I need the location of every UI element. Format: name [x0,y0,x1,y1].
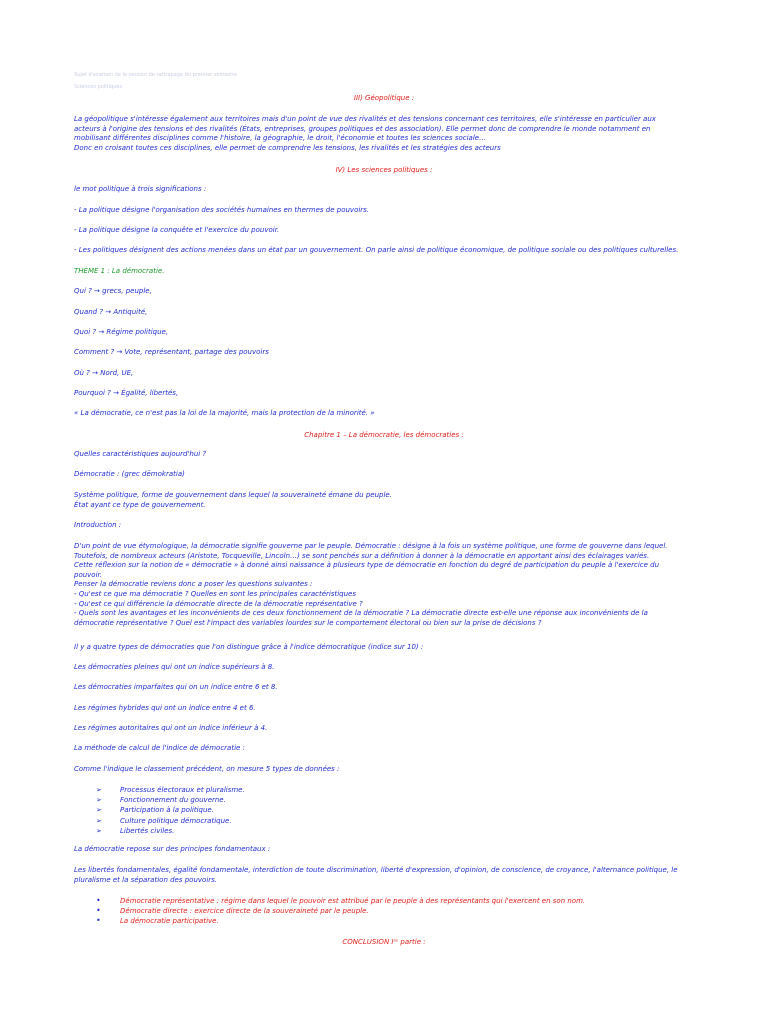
faint-header-line: Sujet d'examen de la session de rattrapage du premier semestre [74,72,238,78]
arrow-bullet-icon: ➢ [96,816,102,825]
politique-meaning: - La politique désigne l'organisation des sociétés humaines en thermes de pouvoirs. [74,206,370,214]
conclusion-title: CONCLUSION Iʳᵉ partie : [342,938,426,946]
qa-line: Comment ? → Vote, représentant, partage des pouvoirs [74,348,269,356]
list-item [96,826,245,836]
definition-title: Démocratie : (grec dēmokratia) [74,470,185,478]
list-item [96,805,245,815]
formes-democratie-list [96,896,585,927]
democratie-type: Les régimes hybrides qui ont un indice entre 4 et 6. [74,704,256,712]
question-caracteristiques: Quelles caractéristiques aujourd'hui ? [74,450,207,458]
list-item [96,906,585,916]
qa-line: Où ? → Nord, UE, [74,369,134,377]
list-item-text: Participation à la politique. [120,806,214,815]
qa-line: Quand ? → Antiquité, [74,308,148,316]
list-item-text: Culture politique démocratique. [120,816,232,825]
list-item [96,896,585,906]
paragraph-line: - Qu'est ce qui différencie la démocratie directe de la démocratie représentative ? [74,599,363,608]
paragraph-line: acteurs à l'origine des tensions et des rivalités (États, entreprises, groupes politiques et des association). Elle permet donc de comprendre le monde notamment en [74,124,651,133]
geopolitique-paragraph [74,115,699,153]
classement-intro: Comme l'indique le classement précédent, on mesure 5 types de données : [74,765,340,773]
list-item [96,816,245,826]
list-item-text: Démocratie directe : exercice directe de la souveraineté par le peuple. [120,907,369,916]
chapitre-title: Chapitre 1 – La démocratie, les démocraties : [304,431,464,439]
introduction-paragraph [74,542,699,628]
qa-line: Pourquoi ? → Égalité, libertés, [74,389,179,397]
faint-header-line: Sciences politiques [74,84,122,90]
paragraph-line: démocratie représentative ? Quel est l'impact des variables lourdes sur le comportement électoral ou bien sur la prise de décisions ? [74,618,542,627]
arrow-bullet-icon: ➢ [96,826,102,835]
list-item [96,916,585,926]
list-item-text: La démocratie participative. [120,917,219,926]
qa-line: Qui ? → grecs, peuple, [74,287,152,295]
definition-line: Système politique, forme de gouvernement dans lequel la souveraineté émane du peuple. [74,491,392,499]
list-item-text: Libertés civiles. [120,826,175,835]
paragraph-line: - Quels sont les avantages et les inconvénients de ces deux fonctionnement de la démocratie ? La démocratie directe est-elle une réponse aux inconvénients de la [74,609,648,618]
democratie-type: Les démocraties pleines qui ont un indice supérieurs à 8. [74,663,275,671]
donnees-list [96,785,245,836]
paragraph-line: mobilisant différentes disciplines comme l'histoire, la géographie, le droit, l'économie et toutes les sciences sociale… [74,134,487,143]
politique-meaning: - La politique désigne la conquête et l'exercice du pouvoir. [74,226,280,234]
types-intro: Il y a quatre types de démocraties que l'on distingue grâce à l'indice démocratique (indice sur 10) : [74,643,424,651]
politique-meaning: - Les politiques désignent des actions menées dans un état par un gouvernement. On parle ainsi de politique économique, de politique sociale ou des politiques culturelles. [74,246,679,254]
section-title-geopolitique: III) Géopolitique : [353,94,415,102]
democratie-quote: « La démocratie, ce n'est pas la loi de la majorité, mais la protection de la minorité. » [74,409,375,417]
paragraph-line: Cette réflexion sur la notion de « démocratie » à donné ainsi naissance à plusieurs type de démocratie en fonction du degré de participation du peuple à l'exercice du [74,561,660,570]
qa-line: Quoi ? → Régime politique, [74,328,169,336]
arrow-bullet-icon: ➢ [96,786,102,794]
list-item-text: Démocratie représentative : régime dans lequel le pouvoir est attribué par le peuple à des représentants qui l'exercent en son nom. [120,897,586,905]
paragraph-line: Toutefois, de nombreux acteurs (Aristote, Tocqueville, Lincoln…) se sont penchés sur a définition à donner à la démocratie en apportant ainsi des éclairages variés. [74,551,650,560]
bullet-dot-icon: • [96,916,101,926]
paragraph-line: Les libertés fondamentales, égalité fondamentale, interdiction de toute discrimination, liberté d'expression, d'opinion, de conscience, de croyance, l'alternance politique, le [74,866,678,874]
arrow-bullet-icon: ➢ [96,796,102,805]
list-item [96,785,245,795]
bullet-dot-icon: • [96,896,101,905]
list-item-text: Fonctionnement du gouverne. [120,796,226,805]
arrow-bullet-icon: ➢ [96,806,102,815]
list-item [96,795,245,805]
paragraph-line: Donc en croisant toutes ces disciplines, elle permet de comprendre les tensions, les rivalités et les stratégies des acteurs [74,143,501,152]
principes-label: La démocratie repose sur des principes fondamentaux : [74,845,271,853]
democratie-type: Les démocraties imparfaites qui on un indice entre 6 et 8. [74,683,278,691]
introduction-label: Introduction : [74,521,122,529]
definition-line: État ayant ce type de gouvernement. [74,500,206,509]
paragraph-line: - Qu'est ce que ma démocratie ? Quelles en sont les principales caractéristiques [74,589,356,598]
list-item-text: Processus électoraux et pluralisme. [120,786,245,794]
paragraph-line: La géopolitique s'intéresse également aux territoires mais d'un point de vue des rivalités et des tensions concernant ces territoires, elle s'intéresse en particulier aux [74,115,656,123]
principes-paragraph [74,866,699,885]
paragraph-line: D'un point de vue étymologique, la démocratie signifie gouverne par le peuple. Démocratie : désigne à la fois un système politique, une forme de gouverne dans lequel. [74,542,668,550]
paragraph-line: Penser la démocratie reviens donc a poser les questions suivantes : [74,580,313,589]
methode-calcul: La méthode de calcul de l'indice de démocratie : [74,744,245,752]
paragraph-line: pluralisme et la séparation des pouvoirs. [74,875,218,884]
politique-intro: le mot politique à trois significations : [74,185,207,193]
section-title-sciences-politiques: IV) Les sciences politiques : [335,166,433,174]
theme-label: THÈME 1 : La démocratie. [74,267,165,275]
bullet-dot-icon: • [96,906,101,916]
definition-block [74,491,694,510]
paragraph-line: pouvoir. [74,570,102,579]
democratie-type: Les régimes autoritaires qui ont un indice inférieur à 4. [74,724,268,732]
